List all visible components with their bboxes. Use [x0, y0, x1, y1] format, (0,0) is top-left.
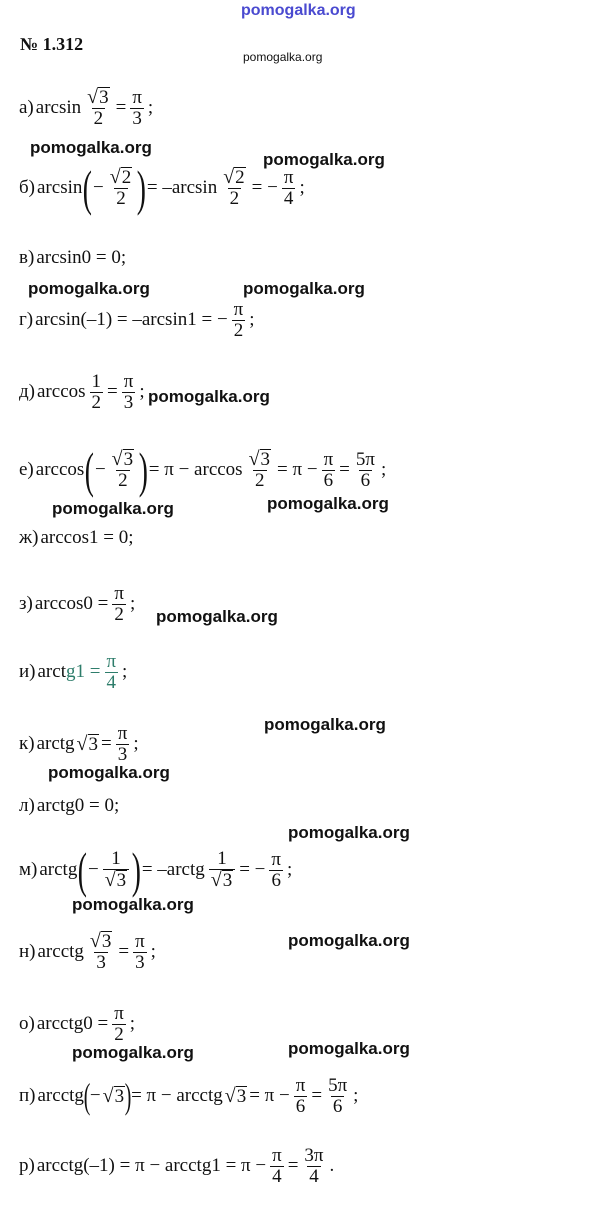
equation-p: п) arcctg ( − √ 3 ) = π − arcctg √ 3 = π − $\frac{\pi}{6}$ = $\frac{5\pi}{6}$ ;	[19, 1074, 359, 1117]
watermark: pomogalka.org	[52, 499, 174, 518]
watermark: pomogalka.org	[28, 279, 150, 298]
equation-z: з) arccos0 = $\frac{\pi}{2}$ ;	[19, 582, 136, 625]
watermark-top: pomogalka.org	[241, 2, 356, 19]
watermark: pomogalka.org	[288, 823, 410, 842]
equation-n: н) arcctg √ 3 3 = $\frac{\pi}{3}$ ;	[19, 930, 156, 973]
watermark: pomogalka.org	[30, 138, 152, 157]
equation-d: д) arccos $\frac{1}{2}$ = $\frac{\pi}{3}$ ;	[19, 370, 145, 413]
equation-a: а) arcsin √ 3 2 = $\frac{\pi}{3}$ ;	[19, 86, 154, 129]
problem-number: № 1.312	[20, 34, 84, 54]
watermark: pomogalka.org	[267, 494, 389, 513]
equation-o: о) arcctg0 = $\frac{\pi}{2}$ ;	[19, 1002, 136, 1045]
equation-l: л) arctg0 = 0;	[19, 795, 120, 816]
watermark: pomogalka.org	[156, 607, 278, 626]
watermark: pomogalka.org	[72, 1043, 194, 1062]
equation-k: к) arctg √ 3 = $\frac{\pi}{3}$ ;	[19, 722, 139, 765]
equation-g: г) arcsin(–1) = –arcsin1 = − $\frac{\pi}{2}$ ;	[19, 298, 255, 341]
watermark: pomogalka.org	[264, 715, 386, 734]
equation-b: б) arcsin ( − √ 2 2 ) = –arcsin √ 2 2 = − $\frac{\pi}{4}$ ;	[19, 160, 305, 216]
watermark-small: pomogalka.org	[243, 50, 323, 64]
equation-zh: ж) arccos1 = 0;	[19, 527, 134, 548]
watermark: pomogalka.org	[288, 1039, 410, 1058]
equation-e: е) arccos ( − √ 3 2 ) = π − arccos √ 3 2 = π − $\frac{\pi}{6}$ = $\frac{5\pi}{6}$ ;	[19, 442, 387, 498]
equation-r: р) arcctg(–1) = π − arcctg1 = π − $\frac{\pi}{4}$ = $\frac{3\pi}{4}$ .	[19, 1144, 335, 1187]
equation-m: м) arctg ( − 1 √ 3 ) = –arctg 1 √ 3 = − $\frac{\pi}{6}$ ;	[19, 842, 293, 898]
watermark: pomogalka.org	[72, 895, 194, 914]
watermark: pomogalka.org	[243, 279, 365, 298]
watermark: pomogalka.org	[148, 387, 270, 406]
watermark: pomogalka.org	[288, 931, 410, 950]
watermark: pomogalka.org	[263, 150, 385, 169]
watermark: pomogalka.org	[48, 763, 170, 782]
equation-i: и) arctg1 = $\frac{\pi}{4}$ ;	[19, 650, 128, 693]
equation-v: в) arcsin0 = 0;	[19, 247, 127, 268]
